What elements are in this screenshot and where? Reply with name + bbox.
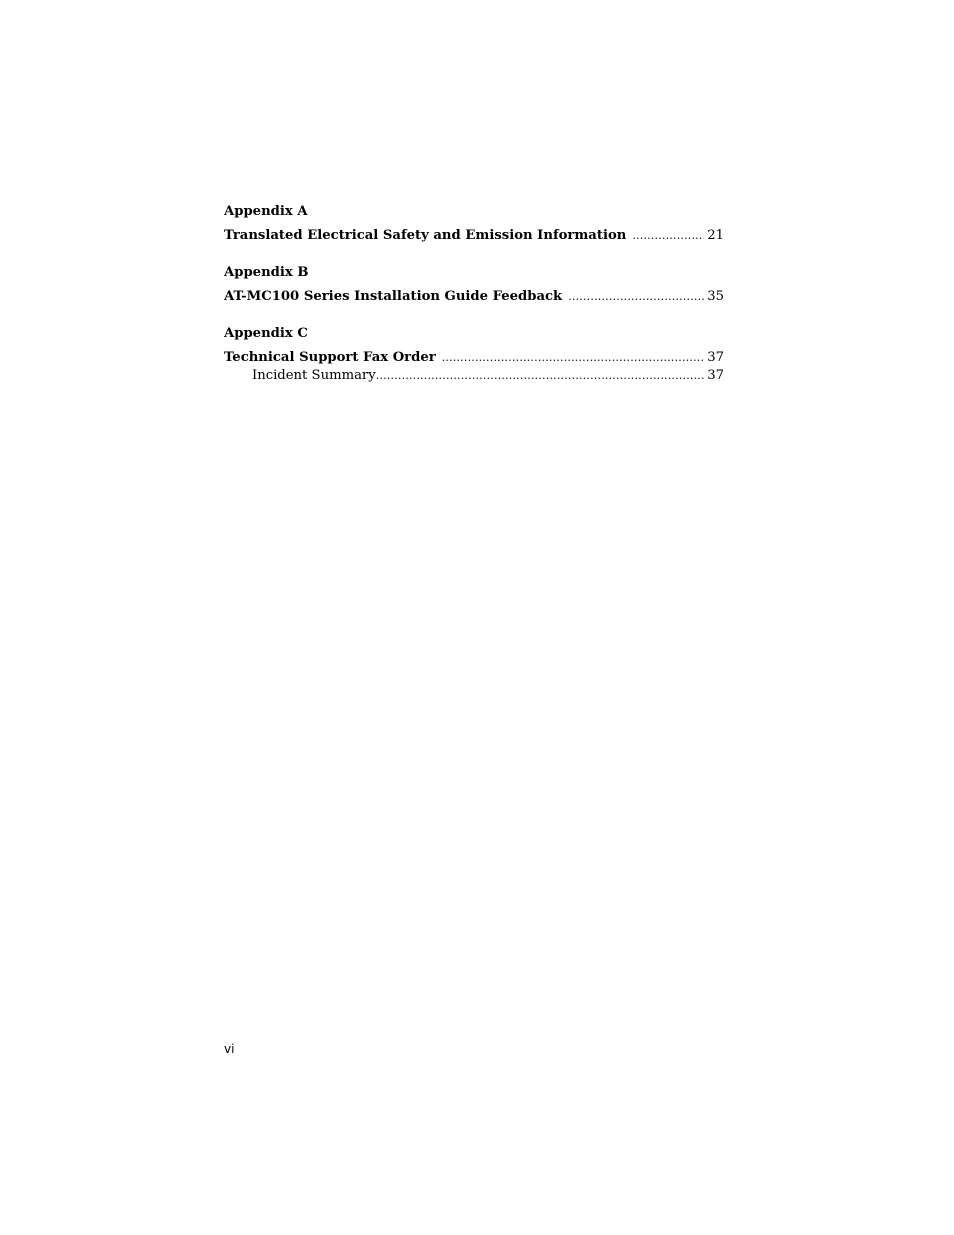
toc-entry-link[interactable]	[224, 288, 724, 306]
toc-section-appendix-b	[224, 264, 724, 306]
dot-leader	[376, 367, 705, 384]
page-number: vi	[224, 1042, 235, 1056]
dot-leader	[442, 349, 705, 367]
toc-entry-page: 35	[707, 289, 724, 304]
toc-subentry-link[interactable]	[224, 367, 724, 384]
toc-entry-title: AT-MC100 Series Installation Guide Feedback	[224, 289, 563, 304]
dot-leader	[568, 288, 704, 306]
toc-entry-page: 37	[707, 350, 724, 365]
appendix-heading: Appendix C	[224, 326, 308, 341]
toc-section-appendix-a	[224, 203, 724, 245]
appendix-heading: Appendix A	[224, 204, 308, 219]
table-of-contents	[224, 203, 724, 403]
toc-subentry-page: 37	[707, 368, 724, 383]
toc-entry-link[interactable]	[224, 349, 724, 367]
toc-entry-page: 21	[707, 228, 724, 243]
toc-section-appendix-c	[224, 325, 724, 384]
dot-leader	[632, 227, 704, 245]
toc-entry-title: Technical Support Fax Order	[224, 350, 436, 365]
toc-subentry-title: Incident Summary	[252, 368, 376, 383]
toc-entry-link[interactable]	[224, 227, 724, 245]
appendix-heading: Appendix B	[224, 265, 309, 280]
toc-entry-title: Translated Electrical Safety and Emission Information	[224, 228, 627, 243]
